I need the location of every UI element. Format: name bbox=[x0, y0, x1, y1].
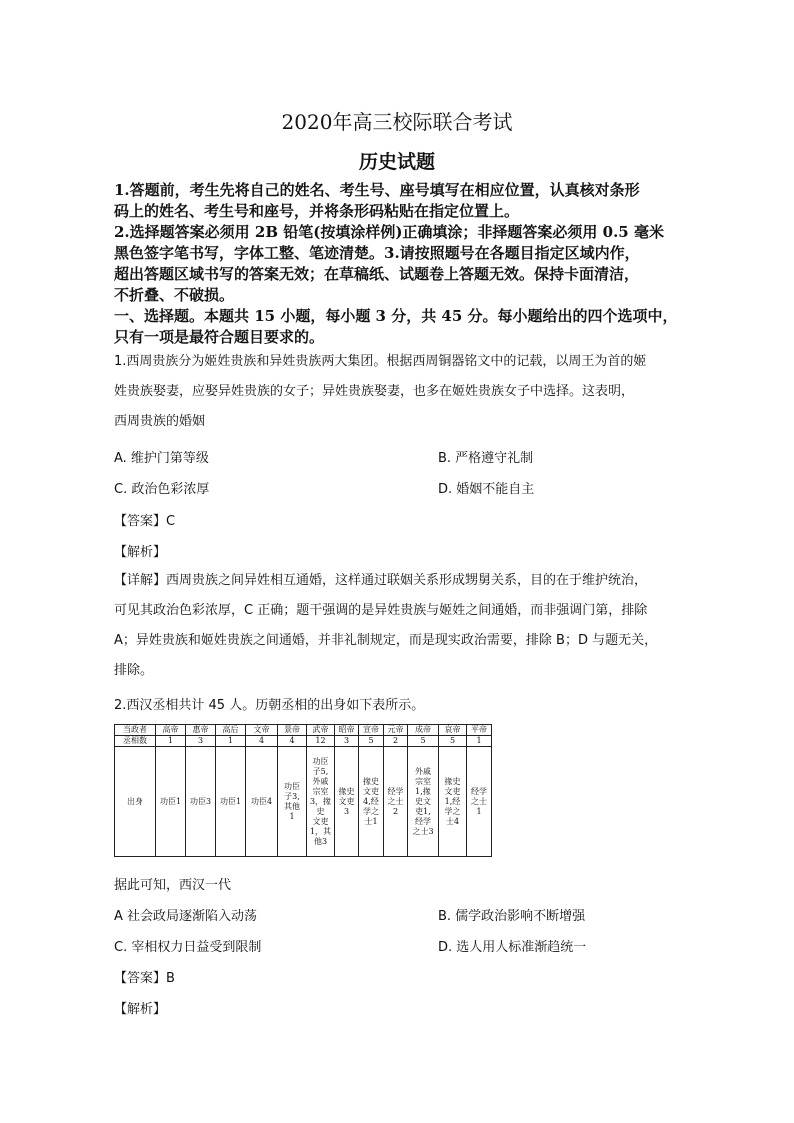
q1-option-d[interactable]: D. 婚姻不能自主 bbox=[438, 482, 535, 497]
origin-cell: 功臣1 bbox=[156, 747, 186, 857]
q2-option-a[interactable]: A 社会政局逐渐陷入动荡 bbox=[114, 909, 258, 924]
instruction-line: 不折叠、不破损。 bbox=[114, 286, 235, 304]
ruler-cell: 昭帝 bbox=[335, 725, 359, 736]
origin-cell: 掾史 文吏 3 bbox=[335, 747, 359, 857]
page-subtitle: 历史试题 bbox=[358, 151, 435, 173]
q2-option-c[interactable]: C. 宰相权力日益受到限制 bbox=[114, 940, 262, 955]
detail-line: 可见其政治色彩浓厚，C 正确；题干强调的是异姓贵族与姬姓之间通婚，而非强调门第，排除 bbox=[114, 603, 648, 618]
ruler-cell: 高帝 bbox=[156, 725, 186, 736]
q2-answer: 【答案】B bbox=[114, 971, 175, 986]
count-cell: 3 bbox=[335, 736, 359, 747]
ruler-cell: 元帝 bbox=[384, 725, 408, 736]
origin-cell: 功臣 子3, 其他 1 bbox=[278, 747, 307, 857]
q1-option-a[interactable]: A. 维护门第等级 bbox=[114, 451, 209, 466]
q1-analysis-label: 【解析】 bbox=[114, 545, 167, 560]
q2-option-d[interactable]: D. 选人用人标准渐趋统一 bbox=[438, 940, 587, 955]
origin-cell: 功臣3 bbox=[186, 747, 216, 857]
count-cell: 4 bbox=[246, 736, 278, 747]
stem-line: 姓贵族娶妻，应娶异姓贵族的女子；异姓贵族娶妻，也多在姬姓贵族女子中选择。这表明， bbox=[114, 384, 635, 399]
instruction-line: 只有一项是最符合题目要求的。 bbox=[114, 328, 325, 346]
stem-line: 1.西周贵族分为姬姓贵族和异姓贵族两大集团。根据西周铜器铭文中的记载，以周王为首的姬 bbox=[114, 354, 647, 369]
origin-cell: 功臣 子5, 外戚 宗室 3，掾 史 文吏 1，其 他3 bbox=[307, 747, 335, 857]
origin-cell: 掾史 文吏 4,经 学之 士1 bbox=[359, 747, 384, 857]
q2-option-b[interactable]: B. 儒学政治影响不断增强 bbox=[438, 909, 586, 924]
origin-cell: 经学 之士 1 bbox=[467, 747, 492, 857]
instructions-block bbox=[114, 180, 686, 348]
row-label: 当政者 bbox=[115, 725, 156, 736]
instruction-line: 2.选择题答案必须用 2B 铅笔(按填涂样例)正确填涂；非择题答案必须用 0.5 毫米 bbox=[114, 223, 664, 241]
count-cell: 1 bbox=[216, 736, 246, 747]
table-row-rulers bbox=[115, 725, 492, 736]
ruler-cell: 景帝 bbox=[278, 725, 307, 736]
page-title: 2020年高三校际联合考试 bbox=[281, 110, 513, 134]
row-label: 出身 bbox=[115, 747, 156, 857]
instruction-line: 一、选择题。本题共 15 小题，每小题 3 分，共 45 分。每小题给出的四个选项中， bbox=[114, 307, 678, 325]
origin-cell: 功臣1 bbox=[216, 747, 246, 857]
count-cell: 2 bbox=[384, 736, 408, 747]
count-cell: 1 bbox=[156, 736, 186, 747]
detail-line: A；异姓贵族和姬姓贵族之间通婚，并非礼制规定，而是现实政治需要，排除 B；D 与题无关， bbox=[114, 633, 658, 648]
q1-answer: 【答案】C bbox=[114, 514, 176, 529]
origin-cell: 功臣4 bbox=[246, 747, 278, 857]
count-cell: 1 bbox=[467, 736, 492, 747]
detail-line: 【详解】西周贵族之间异姓相互通婚，这样通过联姻关系形成甥舅关系，目的在于维护统治， bbox=[114, 573, 648, 588]
instruction-line: 码上的姓名、考生号和座号，并将条形码粘贴在指定位置上。 bbox=[114, 202, 520, 220]
question-2-stem: 2.西汉丞相共计 45 人。历朝丞相的出身如下表所示。 bbox=[114, 698, 425, 713]
origin-cell: 经学 之士 2 bbox=[384, 747, 408, 857]
ruler-cell: 文帝 bbox=[246, 725, 278, 736]
ruler-cell: 平帝 bbox=[467, 725, 492, 736]
count-cell: 5 bbox=[408, 736, 439, 747]
q2-lead: 据此可知，西汉一代 bbox=[114, 878, 232, 893]
question-1-stem bbox=[114, 347, 686, 437]
table-row-origins bbox=[115, 747, 492, 857]
instruction-line: 1.答题前，考生先将自己的姓名、考生号、座号填写在相应位置，认真核对条形 bbox=[114, 181, 640, 199]
q1-option-b[interactable]: B. 严格遵守礼制 bbox=[438, 451, 534, 466]
instruction-line: 超出答题区域书写的答案无效；在草稿纸、试题卷上答题无效。保持卡面清洁， bbox=[114, 265, 640, 283]
detail-line: 排除。 bbox=[114, 663, 154, 678]
origin-cell: 掾史 文吏 1,经 学之 士4 bbox=[439, 747, 467, 857]
ruler-cell: 哀帝 bbox=[439, 725, 467, 736]
q1-detail bbox=[114, 566, 686, 686]
ruler-cell: 惠帝 bbox=[186, 725, 216, 736]
count-cell: 5 bbox=[439, 736, 467, 747]
ruler-cell: 高后 bbox=[216, 725, 246, 736]
stem-line: 西周贵族的婚姻 bbox=[114, 414, 206, 429]
instruction-line: 黑色签字笔书写，字体工整、笔迹清楚。3.请按照题号在各题目指定区域内作， bbox=[114, 244, 640, 262]
q1-option-c[interactable]: C. 政治色彩浓厚 bbox=[114, 482, 210, 497]
count-cell: 12 bbox=[307, 736, 335, 747]
count-cell: 5 bbox=[359, 736, 384, 747]
ruler-cell: 成帝 bbox=[408, 725, 439, 736]
row-label: 丞相数 bbox=[115, 736, 156, 747]
count-cell: 3 bbox=[186, 736, 216, 747]
count-cell: 4 bbox=[278, 736, 307, 747]
ruler-cell: 宣帝 bbox=[359, 725, 384, 736]
origin-cell: 外戚 宗室 1,掾 史文 吏1, 经学 之士3 bbox=[408, 747, 439, 857]
ruler-cell: 武帝 bbox=[307, 725, 335, 736]
table-row-counts bbox=[115, 736, 492, 747]
q2-analysis-label: 【解析】 bbox=[114, 1002, 167, 1017]
chancellor-table bbox=[114, 724, 492, 857]
